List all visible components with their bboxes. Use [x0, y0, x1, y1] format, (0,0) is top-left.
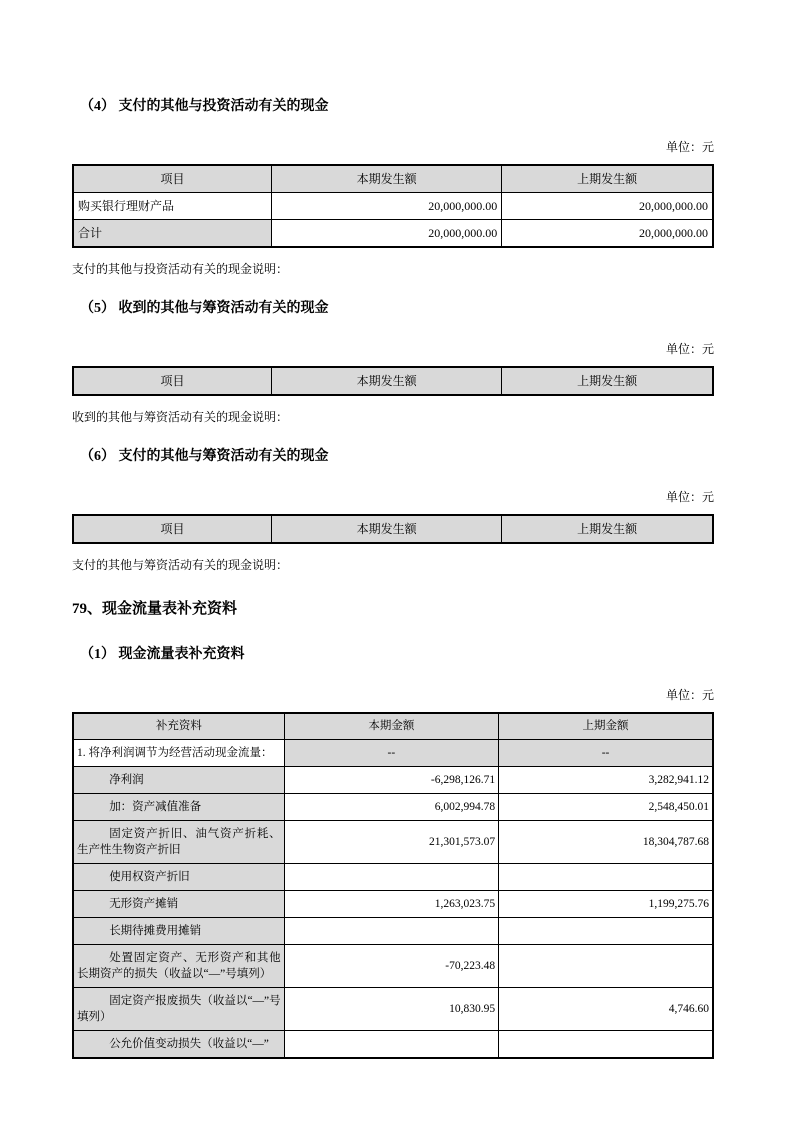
table-row [73, 220, 713, 248]
prior-amount-cell: 20,000,000.00 [502, 220, 713, 248]
prior-amount-cell: -- [499, 740, 713, 767]
section-5-note: 收到的其他与筹资活动有关的现金说明： [72, 410, 289, 424]
row-label-cell: 购买银行理财产品 [73, 193, 271, 220]
table-row [73, 988, 713, 1031]
prior-amount-cell [499, 945, 713, 988]
unit-label: 单位：元 [665, 490, 714, 504]
prior-amount-cell [499, 918, 713, 945]
current-amount-cell: -- [284, 740, 498, 767]
column-header-prior: 上期发生额 [502, 515, 713, 543]
table-row [73, 794, 713, 821]
row-label-cell: 加：资产减值准备 [73, 794, 284, 821]
prior-amount-cell [499, 1031, 713, 1059]
table-row [73, 821, 713, 864]
current-amount-cell: 21,301,573.07 [284, 821, 498, 864]
column-header-prior: 上期金额 [499, 713, 713, 740]
row-label-cell: 使用权资产折旧 [73, 864, 284, 891]
prior-amount-cell: 18,304,787.68 [499, 821, 713, 864]
table-row [73, 767, 713, 794]
row-label-cell: 1. 将净利润调节为经营活动现金流量： [73, 740, 284, 767]
prior-amount-cell [499, 864, 713, 891]
cash-flow-supplementary-table [72, 712, 714, 1059]
current-amount-cell: -6,298,126.71 [284, 767, 498, 794]
row-label-cell: 合计 [73, 220, 271, 248]
row-label-cell: 处置固定资产、无形资产和其他长期资产的损失（收益以“—”号填列） [73, 945, 284, 988]
column-header-prior: 上期发生额 [502, 165, 713, 193]
prior-amount-cell: 2,548,450.01 [499, 794, 713, 821]
table-row [73, 945, 713, 988]
section-4-note: 支付的其他与投资活动有关的现金说明： [72, 262, 289, 276]
section-6-title: （6） 支付的其他与筹资活动有关的现金 [80, 449, 329, 464]
column-header-item: 项目 [73, 165, 271, 193]
row-label-cell: 净利润 [73, 767, 284, 794]
prior-amount-cell: 20,000,000.00 [502, 193, 713, 220]
section-79-1-title: （1） 现金流量表补充资料 [80, 647, 245, 662]
current-amount-cell: 20,000,000.00 [271, 193, 501, 220]
section-4-title: （4） 支付的其他与投资活动有关的现金 [80, 99, 329, 114]
column-header-item: 项目 [73, 367, 271, 395]
column-header-supplementary: 补充资料 [73, 713, 284, 740]
table-row [73, 740, 713, 767]
unit-label: 单位：元 [665, 688, 714, 702]
table-header-row [73, 165, 713, 193]
current-amount-cell [284, 1031, 498, 1059]
other-investing-cash-paid-table [72, 164, 714, 248]
current-amount-cell [284, 918, 498, 945]
row-label-cell: 固定资产报废损失（收益以“—”号填列） [73, 988, 284, 1031]
current-amount-cell: 10,830.95 [284, 988, 498, 1031]
row-label-cell: 固定资产折旧、油气资产折耗、生产性生物资产折旧 [73, 821, 284, 864]
table-header-row [73, 367, 713, 395]
prior-amount-cell: 3,282,941.12 [499, 767, 713, 794]
current-amount-cell: 20,000,000.00 [271, 220, 501, 248]
column-header-current: 本期金额 [284, 713, 498, 740]
row-label-cell: 公允价值变动损失（收益以“—” [73, 1031, 284, 1059]
table-row [73, 193, 713, 220]
section-79-title: 79、现金流量表补充资料 [72, 601, 238, 617]
other-financing-cash-paid-table [72, 514, 714, 544]
current-amount-cell [284, 864, 498, 891]
current-amount-cell: -70,223.48 [284, 945, 498, 988]
current-amount-cell: 6,002,994.78 [284, 794, 498, 821]
table-header-row [73, 515, 713, 543]
other-financing-cash-received-table [72, 366, 714, 396]
row-label-cell: 无形资产摊销 [73, 891, 284, 918]
section-6-note: 支付的其他与筹资活动有关的现金说明： [72, 558, 289, 572]
table-row [73, 1031, 713, 1059]
table-row [73, 864, 713, 891]
current-amount-cell: 1,263,023.75 [284, 891, 498, 918]
section-5-title: （5） 收到的其他与筹资活动有关的现金 [80, 301, 329, 316]
column-header-prior: 上期发生额 [502, 367, 713, 395]
column-header-current: 本期发生额 [271, 165, 501, 193]
unit-label: 单位：元 [665, 140, 714, 154]
column-header-item: 项目 [73, 515, 271, 543]
prior-amount-cell: 4,746.60 [499, 988, 713, 1031]
unit-label: 单位：元 [665, 342, 714, 356]
table-row [73, 918, 713, 945]
row-label-cell: 长期待摊费用摊销 [73, 918, 284, 945]
table-row [73, 891, 713, 918]
column-header-current: 本期发生额 [271, 515, 501, 543]
prior-amount-cell: 1,199,275.76 [499, 891, 713, 918]
table-header-row [73, 713, 713, 740]
column-header-current: 本期发生额 [271, 367, 501, 395]
